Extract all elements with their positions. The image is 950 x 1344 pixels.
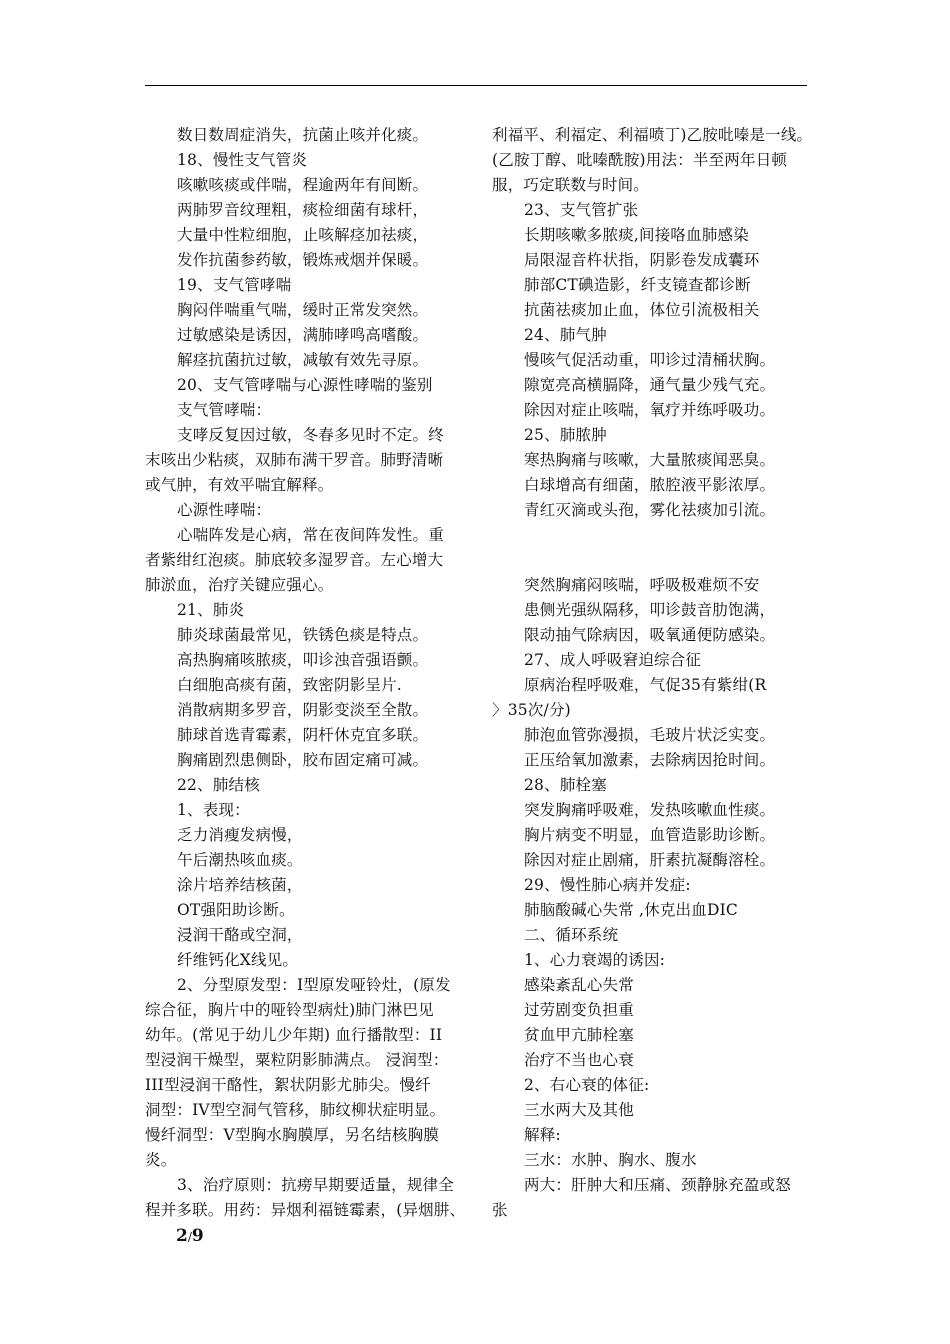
text-line: 突发胸痛呼吸难，发热咳嗽血性痰。: [524, 801, 776, 819]
text-line: 2、分型原发型：I型原发哑铃灶，(原发: [177, 976, 451, 994]
text-line: 19、支气管哮喘: [177, 276, 292, 294]
text-line: 长期咳嗽多脓痰,间接咯血肺感染: [524, 226, 749, 244]
right-column: [492, 123, 822, 1223]
text-line: 解痉抗菌抗过敏，减敏有效先寻原。: [177, 351, 429, 369]
text-line: 〉35次/分): [492, 701, 571, 719]
text-line: 两大：肝肿大和压痛、颈静脉充盈或怒: [524, 1176, 791, 1194]
text-line: [492, 523, 822, 573]
text-line: 18、慢性支气管炎: [177, 151, 308, 169]
text-line: 服，巧定联数与时间。: [492, 176, 650, 194]
text-line: 27、成人呼吸窘迫综合征: [524, 651, 702, 669]
text-line: 午后潮热咳血痰。: [177, 851, 303, 869]
text-line: 除因对症止剧痛，肝素抗凝酶溶栓。: [524, 851, 776, 869]
text-line: 三水两大及其他: [524, 1101, 634, 1119]
text-line: 咳嗽咳痰或伴喘，程逾两年有间断。: [177, 176, 429, 194]
text-line: 2、右心衰的体征:: [524, 1076, 650, 1094]
text-line: 幼年。(常见于幼儿少年期) 血行播散型：II: [145, 1026, 443, 1044]
text-line: 白细胞高痰有菌，致密阴影呈片.: [177, 676, 402, 694]
text-line: 程并多联。用药：异烟利福链霉素，(异烟肼、: [145, 1201, 466, 1219]
text-line: 25、肺脓肿: [524, 426, 607, 444]
text-line: 胸闷伴喘重气喘，缓时正常发突然。: [177, 301, 429, 319]
text-line: 贫血甲亢肺栓塞: [524, 1026, 634, 1044]
text-line: 原病治程呼吸难，气促35有紫绀(R: [524, 676, 767, 694]
text-line: 心喘阵发是心病，常在夜间阵发性。重: [177, 526, 444, 544]
text-line: 肺脑酸碱心失常 ,休克出血DIC: [524, 901, 738, 919]
text-line: 炎。: [145, 1151, 177, 1169]
page-separator: /: [187, 1230, 192, 1244]
text-line: 慢纤洞型：V型胸水胸膜厚，另名结核胸膜: [145, 1126, 439, 1144]
text-line: 感染紊乱心失常: [524, 976, 634, 994]
text-line: 肺部CT碘造影，纤支镜查都诊断: [524, 276, 751, 294]
text-line: 患侧光强纵隔移，叩诊鼓音肋饱满，: [524, 601, 776, 619]
text-line: 28、肺栓塞: [524, 776, 607, 794]
left-column: [145, 123, 475, 1223]
text-line: 肺泡血管弥漫损，毛玻片状泛实变。: [524, 726, 776, 744]
text-line: 1、表现：: [177, 801, 250, 819]
text-line: 浸润干酪或空洞，: [177, 926, 303, 944]
text-line: 张: [492, 1201, 508, 1219]
text-line: 心源性哮喘：: [177, 501, 272, 519]
text-line: 洞型：IV型空洞气管移，肺纹柳状症明显。: [145, 1101, 446, 1119]
text-line: 1、心力衰竭的诱因:: [524, 951, 666, 969]
text-line: 22、肺结核: [177, 776, 260, 794]
text-line: 者紫绀红泡痰。肺底较多湿罗音。左心增大: [145, 551, 444, 569]
text-line: 青红灭滴或头孢，雾化祛痰加引流。: [524, 501, 776, 519]
text-line: 大量中性粒细胞，止咳解痉加祛痰，: [177, 226, 429, 244]
text-line: 过劳剧变负担重: [524, 1001, 634, 1019]
text-line: OT强阳助诊断。: [177, 901, 295, 919]
text-line: 慢咳气促活动重，叩诊过清桶状胸。: [524, 351, 776, 369]
text-line: 乏力消瘦发病慢，: [177, 826, 303, 844]
text-line: 白球增高有细菌，脓腔液平影浓厚。: [524, 476, 776, 494]
text-line: 过敏感染是诱因，满肺哮鸣高嗜酸。: [177, 326, 429, 344]
text-line: 高热胸痛咳脓痰，叩诊浊音强语颤。: [177, 651, 429, 669]
text-line: 胸片病变不明显，血管造影助诊断。: [524, 826, 776, 844]
text-line: 21、肺炎: [177, 601, 245, 619]
header-rule: [145, 85, 807, 86]
text-line: 胸痛剧烈患侧卧，胶布固定痛可减。: [177, 751, 429, 769]
text-line: 纤维钙化X线见。: [177, 951, 299, 969]
text-line: 利福平、利福定、利福喷丁)乙胺吡嗪是一线。: [492, 126, 813, 144]
text-line: 肺炎球菌最常见，铁锈色痰是特点。: [177, 626, 429, 644]
text-line: 末咳出少粘痰，双肺布满干罗音。肺野清晰: [145, 451, 444, 469]
page-number: [176, 1226, 204, 1246]
text-line: 23、支气管扩张: [524, 201, 639, 219]
text-line: 消散病期多罗音，阴影变淡至全散。: [177, 701, 429, 719]
text-line: 抗菌祛痰加止血，体位引流极相关: [524, 301, 760, 319]
text-line: 涂片培养结核菌，: [177, 876, 303, 894]
text-line: 支气管哮喘：: [177, 401, 272, 419]
text-line: III型浸润干酪性，絮状阴影尤肺尖。慢纤: [145, 1076, 431, 1094]
text-line: 除因对症止咳喘，氧疗并练呼吸功。: [524, 401, 776, 419]
text-line: 型浸润干燥型，粟粒阴影肺满点。 浸润型：: [145, 1051, 449, 1069]
page-total: 9: [191, 1226, 204, 1246]
text-line: 正压给氧加激素，去除病因抢时间。: [524, 751, 776, 769]
text-line: 3、治疗原则：抗痨早期要适量，规律全: [177, 1176, 454, 1194]
text-line: 24、肺气肿: [524, 326, 607, 344]
page-current: 2: [176, 1226, 188, 1246]
text-line: 数日数周症消失，抗菌止咳并化痰。: [177, 126, 429, 144]
text-line: 支哮反复因过敏，冬春多见时不定。终: [177, 426, 444, 444]
text-line: 综合征，胸片中的哑铃型病灶)肺门淋巴见: [145, 1001, 434, 1019]
text-line: 治疗不当也心衰: [524, 1051, 634, 1069]
text-line: 局限湿音杵状指，阴影卷发成囊环: [524, 251, 760, 269]
text-line: 二、循环系统: [524, 926, 619, 944]
text-line: 限动抽气除病因，吸氧通便防感染。: [524, 626, 776, 644]
text-line: 20、支气管哮喘与心源性哮喘的鉴别: [177, 376, 433, 394]
text-line: (乙胺丁醇、吡嗪酰胺)用法：半至两年日顿: [492, 151, 788, 169]
text-line: 29、慢性肺心病并发症:: [524, 876, 691, 894]
text-line: 解释:: [524, 1126, 561, 1144]
text-line: 发作抗菌参药敏，锻炼戒烟并保暖。: [177, 251, 429, 269]
text-line: 或气肿，有效平喘宜解释。: [145, 476, 334, 494]
text-line: 两肺罗音纹理粗，痰检细菌有球杆，: [177, 201, 429, 219]
text-line: 隙宽亮高横膈降，通气量少残气充。: [524, 376, 776, 394]
text-line: 寒热胸痛与咳嗽，大量脓痰闻恶臭。: [524, 451, 776, 469]
text-line: 三水：水肿、胸水、腹水: [524, 1151, 697, 1169]
text-line: 肺淤血，治疗关键应强心。: [145, 576, 334, 594]
text-line: 肺球首选青霉素，阴杆休克宜多联。: [177, 726, 429, 744]
text-line: 突然胸痛闷咳喘，呼吸极难烦不安: [524, 576, 760, 594]
